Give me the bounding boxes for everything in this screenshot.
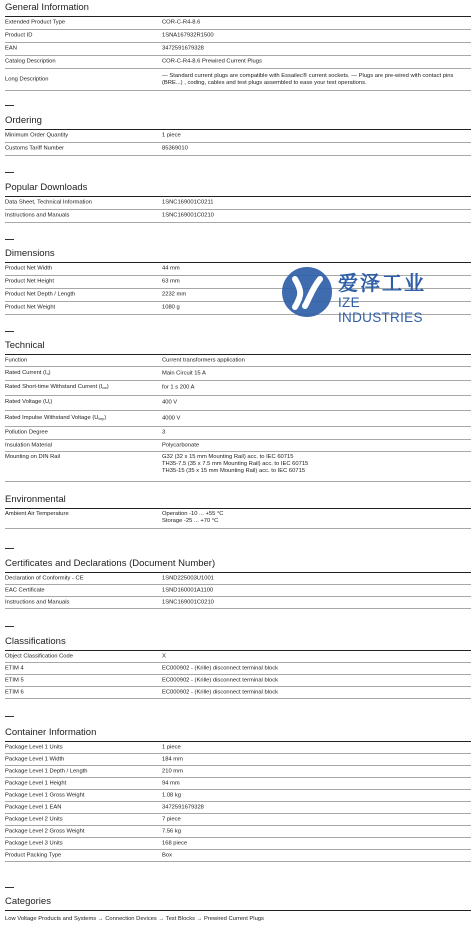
section-title: Environmental [5,494,66,505]
section-ordering [5,113,471,156]
section-container-information [5,725,471,862]
watermark-cn-text: 爱泽工业 [338,271,426,295]
table-row[interactable]: EAC Certificate 1SND160001A1100 [5,585,471,597]
section-title: Classifications [5,636,66,647]
table-row: Insulation Material Polycarbonate [5,440,471,452]
table-row: Package Level 2 Units 7 piece [5,814,471,826]
section-title: Ordering [5,115,42,126]
section-categories [5,894,471,911]
section-title: Categories [5,896,51,907]
table-row: Product Net Weight 1080 g [5,302,471,315]
section-environmental [5,492,471,529]
section-general-information [5,0,471,91]
section-title: Dimensions [5,248,55,259]
section-divider [5,716,14,717]
table-row: Rated Current $(I_n)$ Main Circuit 15 A [5,367,471,381]
table-row: Extended Product Type COR-C-R4-8.6 [5,17,471,30]
table-row: Package Level 1 Height 94 mm [5,778,471,790]
section-title: Technical [5,340,45,351]
table-row: Product Packing Type Box [5,850,471,862]
table-row: Package Level 1 EAN 3472591679328 [5,802,471,814]
watermark-en-text: IZE INDUSTRIES [338,295,423,325]
table-row: ETIM 4 EC000902 - (Krille) disconnect terminal block [5,663,471,675]
section-divider [5,239,14,240]
document-link[interactable]: 1SND225003U1001 [162,574,214,581]
section-title: General Information [5,2,89,13]
section-technical [5,338,471,482]
table-row: Product ID 1SNA167932R1500 [5,30,471,43]
download-row[interactable]: Instructions and Manuals 1SNC169001C0210 [5,210,471,223]
table-row: Object Classification Code X [5,651,471,663]
table-row: Pollution Degree 3 [5,427,471,440]
table-row: Product Net Height 63 mm [5,276,471,289]
section-title: Certificates and Declarations (Document Number) [5,558,216,569]
section-divider [5,887,14,888]
table-row: Product Net Depth / Length 2232 mm [5,289,471,302]
table-row: ETIM 6 EC000902 - (Krille) disconnect terminal block [5,687,471,699]
section-divider [5,172,14,173]
document-link[interactable]: 1SNC169001C0210 [162,598,214,605]
table-row: Catalog Description COR-C-R4-8.6 Prewired Current Plugs [5,56,471,69]
ize-logo-icon [280,265,334,319]
section-title: Container Information [5,727,97,738]
table-row: Rated Short-time Withstand Current $(I_{cw})$ for 1 s 200 A [5,381,471,396]
table-row: Customs Tariff Number 85369010 [5,143,471,156]
table-row: Rated Voltage $(U_r)$ 400 V [5,396,471,411]
ize-industries-watermark [280,264,445,325]
table-row: Package Level 1 Width 184 mm [5,754,471,766]
section-divider [5,548,14,549]
section-divider [5,626,14,627]
table-row: Package Level 3 Units 168 piece [5,838,471,850]
table-row[interactable]: Instructions and Manuals 1SNC169001C0210 [5,597,471,609]
table-row: Function Current transformers application [5,355,471,367]
table-row: Package Level 1 Depth / Length 210 mm [5,766,471,778]
category-breadcrumb[interactable]: Low Voltage Products and Systems → Connection Devices → Test Blocks → Prewired Current Plugs [5,916,264,922]
table-row: Product Net Width 44 mm [5,263,471,276]
section-divider [5,105,14,106]
table-row[interactable]: Declaration of Conformity - CE 1SND225003U1001 [5,573,471,585]
section-title: Popular Downloads [5,182,88,193]
download-link[interactable]: 1SNC169001C0210 [162,212,214,219]
table-row: Package Level 1 Gross Weight 1.08 kg [5,790,471,802]
table-row: Mounting on DIN Rail G32 (32 x 15 mm Mounting Rail) acc. to IEC 60715 TH35-7.5 (35 x 7.5 mm Mounting Rail) acc. to IEC 60715 TH35-15 (35 x 15 mm Mounting Rail) acc. to IEC 60715 [5,452,471,482]
download-link[interactable]: 1SNC169001C0211 [162,199,214,206]
section-classifications [5,634,471,699]
download-row[interactable]: Data Sheet, Technical Information 1SNC169001C0211 [5,197,471,210]
document-link[interactable]: 1SND160001A1100 [162,586,214,593]
title-rule [5,910,471,911]
table-row: Package Level 1 Units 1 piece [5,742,471,754]
section-popular-downloads [5,180,471,223]
table-row: EAN 3472591679328 [5,43,471,56]
table-row: Package Level 2 Gross Weight 7.56 kg [5,826,471,838]
table-row: ETIM 5 EC000902 - (Krille) disconnect terminal block [5,675,471,687]
table-row: Ambient Air Temperature Operation -10 ... +55 °C Storage -25 ... +70 °C [5,509,471,529]
table-row: Rated Impulse Withstand Voltage $(U_{imp})$ 4000 V [5,411,471,427]
section-certificates [5,556,471,609]
table-row: Minimum Order Quantity 1 piece [5,130,471,143]
table-row: Long Description — Standard current plugs are compatible with Essailec® current sockets. — Plugs are pre-wired with contact pins (BRE...) , coding, cables and test plugs assembled to ease your test operations. [5,69,471,91]
section-divider [5,331,14,332]
